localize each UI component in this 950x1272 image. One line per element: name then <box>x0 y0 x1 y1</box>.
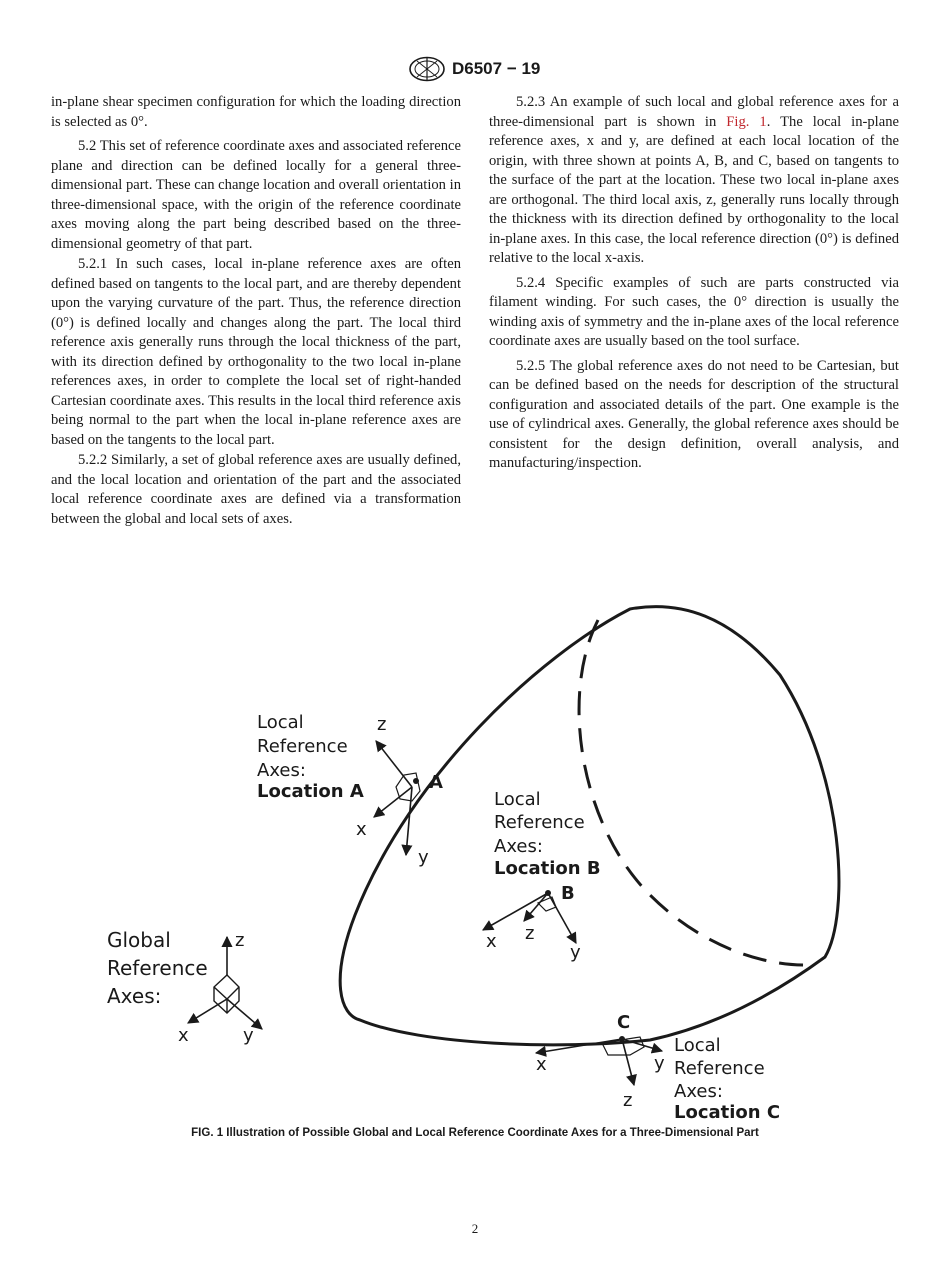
paragraph-5-2: 5.2 This set of reference coordinate axes and associated reference plane and direction can be defined locally for a general three-dimensional part. These can change location and overall orientation in three-dimensional space, with the origin of the reference coordinate axes moving along the part being described based on the three-dimensional geometry of that part. <box>51 138 461 252</box>
axis-c-x: x <box>536 1054 547 1075</box>
point-c-label: C <box>617 1012 631 1033</box>
global-axes <box>188 937 262 1029</box>
right-text-column <box>489 93 899 479</box>
axis-a-z: z <box>377 714 387 735</box>
part-outline <box>340 607 839 1045</box>
page-number: 2 <box>471 1221 479 1236</box>
location-a-label-reference: Reference <box>257 736 348 757</box>
local-axes-c <box>536 1036 662 1085</box>
axis-c-y: y <box>654 1053 665 1074</box>
axis-global-x: x <box>178 1025 189 1046</box>
global-label-axes: Axes: <box>107 984 162 1008</box>
global-label-reference: Reference <box>107 956 208 980</box>
axis-global-y: y <box>243 1025 254 1046</box>
location-b-label-local: Local <box>494 789 541 810</box>
figure-caption: FIG. 1 Illustration of Possible Global and Local Reference Coordinate Axes for a Three-Dimensional Part <box>191 1127 759 1139</box>
global-label-global: Global <box>107 928 171 952</box>
paragraph-5-2-3-text-a: 5.2.3 An example of such local and global reference axes for a three-dimensional part is shown in <box>489 94 899 130</box>
figure-1 <box>0 595 950 1125</box>
location-a-label-name: Location A <box>257 781 364 802</box>
axis-b-y: y <box>570 942 581 963</box>
astm-logo-icon <box>408 56 446 82</box>
fig-1-link[interactable]: Fig. 1 <box>726 113 767 130</box>
document-id: D6507 − 19 <box>452 59 541 78</box>
axis-c-z: z <box>623 1090 633 1111</box>
point-b-label: B <box>561 883 575 904</box>
page-header <box>0 56 950 86</box>
paragraph-5-2-3-text-b: . The local in-plane reference axes, x and y, are defined at each local location of the origin, with three shown at points A, B, and C, based on tangents to the surface of the part at the location. These two local in-plane axes are orthogonal. The third local axis, z, generally runs locally through the thickness with its direction defined by orthogonality to the local in-plane axes. In this case, the local reference direction (0°) is defined relative to the local x-axis. <box>489 113 899 266</box>
location-b-label-name: Location B <box>494 858 601 879</box>
location-b-label-reference: Reference <box>494 812 585 833</box>
left-text-column <box>51 93 461 534</box>
paragraph-5-2-3 <box>489 93 899 269</box>
axis-a-x: x <box>356 819 367 840</box>
point-a-label: A <box>429 772 443 793</box>
location-a-label-axes: Axes: <box>257 760 306 781</box>
location-b-label-axes: Axes: <box>494 836 543 857</box>
paragraph-5-2-1: 5.2.1 In such cases, local in-plane reference axes are often defined based on tangents to the local part, and are thereby dependent upon the varying curvature of the part. Thus, the reference direction (0°) is defined locally and changes along the part. The local third reference axis generally runs through the local thickness of the part, with its direction defined by orthogonality to the two local in-plane references axes, in order to complete the local set of right-handed Cartesian coordinate axes. This results in the local third reference axis being normal to the part when the local in-plane reference axes are based on the tangents to the local part. <box>51 256 461 448</box>
local-axes-a <box>374 741 420 855</box>
axis-b-x: x <box>486 931 497 952</box>
axis-b-z: z <box>525 923 535 944</box>
paragraph-5-2-2: 5.2.2 Similarly, a set of global reference axes are usually defined, and the local location and orientation of the part and the associated local reference coordinate axes are defined via a transformation between the global and local sets of axes. <box>51 452 461 527</box>
figure-1-drawing <box>0 595 950 1125</box>
axis-a-y: y <box>418 847 429 868</box>
location-c-label-name: Location C <box>674 1102 781 1123</box>
location-c-label-axes: Axes: <box>674 1081 723 1102</box>
location-c-label-reference: Reference <box>674 1058 765 1079</box>
paragraph-5-2-5: 5.2.5 The global reference axes do not need to be Cartesian, but can be defined based on the needs for description of the structural configuration and associated details of the part. One example is the use of cylindrical axes. Generally, the global reference axes should be consistent for the design definition, overall analysis, and manufacturing/inspection. <box>489 357 899 471</box>
paragraph-continuation: in-plane shear specimen configuration for which the loading direction is selected as 0°. <box>51 94 461 130</box>
location-c-label-local: Local <box>674 1035 721 1056</box>
paragraph-5-2-4: 5.2.4 Specific examples of such are parts constructed via filament winding. For such cases, the 0° direction is usually the winding axis of symmetry and the in-plane axes of the local reference coordinate axes are usually based on the tool surface. <box>489 274 899 349</box>
location-a-label-local: Local <box>257 712 304 733</box>
part-hidden-edge <box>579 620 805 965</box>
axis-global-z: z <box>235 930 245 951</box>
